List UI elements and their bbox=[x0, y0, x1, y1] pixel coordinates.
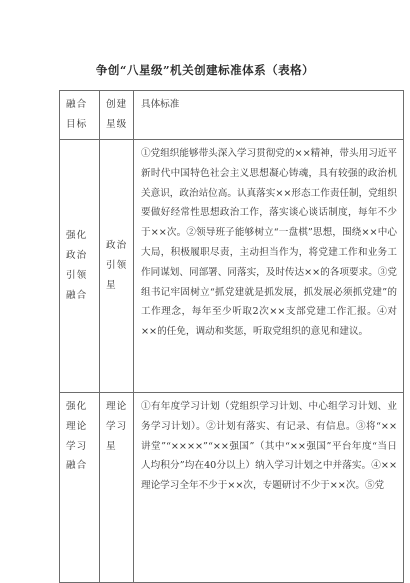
page-title: 争创“八星级”机关创建标准体系（表格） bbox=[95, 63, 315, 77]
row-detail bbox=[134, 393, 404, 583]
header-star: 创建星级 bbox=[100, 91, 134, 140]
row-goal: 强化政治引领融合 bbox=[60, 140, 100, 393]
table-row bbox=[60, 140, 404, 393]
row-detail bbox=[134, 140, 404, 393]
table-header-row bbox=[60, 91, 404, 140]
row-star: 理论学习星 bbox=[100, 393, 134, 583]
row-detail-text: ①党组织能够带头深入学习贯彻党的××精神，带头用习近平新时代中国特色社会主义思想凝心铸魂，具有较强的政治机关意识，政治站位高。认真落实××形态工作责任制，党组织要做好经常性思想政治工作，落实谈心谈话制度，每年不少于××次。②领导班子能够树立“一盘棋”思想，围绕××中心大局，积极履职尽责，主动担当作为，将党建工作和业务工作同谋划、同部署、同落实，及时传达××的各项要求。③党组书记牢固树立“抓党建就是抓发展，抓发展必须抓党建”的工作理念，每年至少听取2次××支部党建工作汇报。④对××的任免，调动和奖惩，听取党组织的意见和建议。 bbox=[141, 148, 397, 338]
table-row bbox=[60, 393, 404, 583]
row-goal: 强化理论学习融合 bbox=[60, 393, 100, 583]
header-detail: 具体标准 bbox=[134, 91, 404, 140]
standards-table bbox=[59, 90, 404, 583]
header-goal: 融合目标 bbox=[60, 91, 100, 140]
row-star: 政治引领星 bbox=[100, 140, 134, 393]
row-detail-text: ①有年度学习计划（党组织学习计划、中心组学习计划、业务学习计划）。②计划有落实、有记录、有信息。③将“××讲堂”“××××”“××强国”（其中“××强国”平台年度“当日人均积分”均在40分以上）纳入学习计划之中并落实。④××理论学习全年不少于××次，专题研讨不少于××次。⑤党 bbox=[141, 401, 397, 492]
